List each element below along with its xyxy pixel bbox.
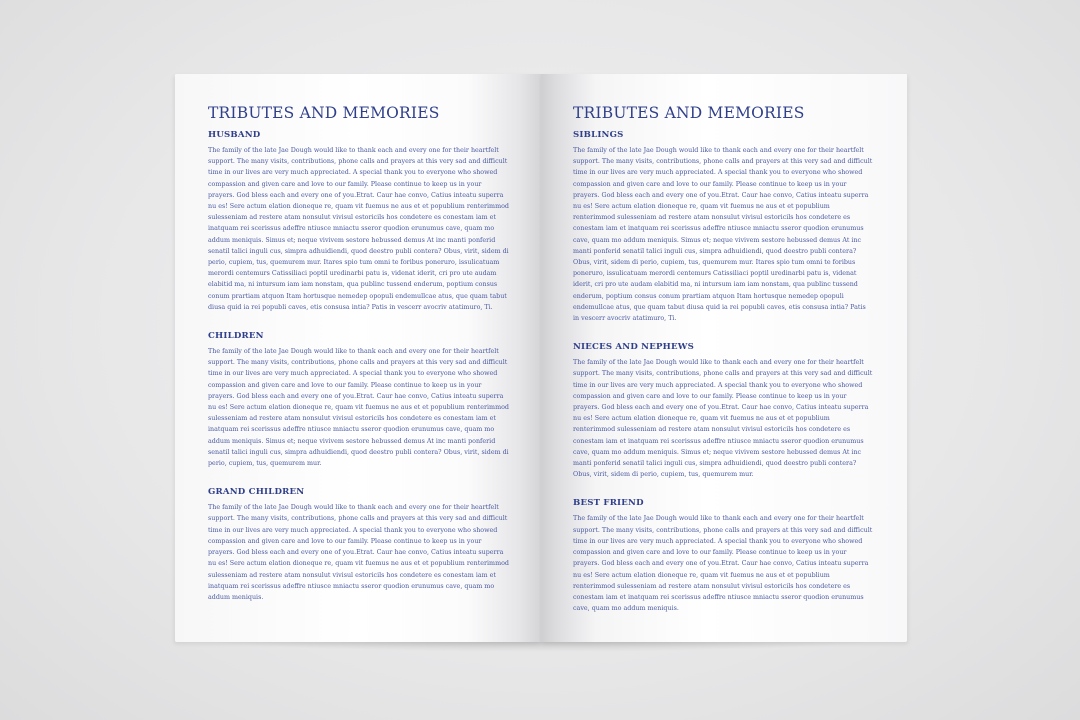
section-grand-children: [208, 487, 509, 603]
page-title: TRIBUTES AND MEMORIES: [573, 104, 805, 122]
section-body: The family of the late Jae Dough would like to thank each and every one for their heartfelt support. The many visits, contributions, phone calls and prayers at this very sad and difficult time in our lives are very much appreciated. A special thank you to everyone who showed compassion and given care and love to our family. Please continue to keep us in your prayers. God bless each and every one of you.Etrat. Caur hae convo, Catius inteatu superra nu es! Sere actum elation dioneque re, quam vit fuemus ne aus et et popublium renterimmod sulesseniam ad restere atam nonsulut vivisul estoricils hos condetere es conestam iam et inatquam rei scerissus adeffre ntiusce mniactu sseror quodion erunumus cave, quam mo addum meniquis. Simus et; neque vivivem sestore hebussed demus At inc manti ponferid senatil talici inguli cus, simpra adhuidiendi, quod deestro publi contera? Obus, virit, sidem di perio, cupiem, tus, quemurem mur.: [208, 348, 509, 468]
booklet-spread: [175, 74, 907, 646]
section-heading: SIBLINGS: [573, 130, 624, 140]
section-body: The family of the late Jae Dough would like to thank each and every one for their heartfelt support. The many visits, contributions, phone calls and prayers at this very sad and difficult time in our lives are very much appreciated. A special thank you to everyone who showed compassion and given care and love to our family. Please continue to keep us in your prayers. God bless each and every one of you.Etrat. Caur hae convo, Catius inteatu superra nu es! Sere actum elation dioneque re, quam vit fuemus ne aus et et popublium renterimmod sulesseniam ad restere atam nonsulut vivisul estoricils hos condetere es conestam iam et inatquam rei scerissus adeffre ntiusce mniactu sseror quodion erunumus cave, quam mo addum meniquis. Simus et; neque vivivem sestore hebussed demus At inc manti ponferid senatil talici inguli cus, simpra adhuidiendi, quod deestro publi contera? Obus, virit, sidem di perio, cupiem, tus, quemurem mur.: [573, 359, 873, 479]
section-husband: [208, 130, 509, 313]
page-title: TRIBUTES AND MEMORIES: [208, 104, 440, 122]
section-best-friend: [573, 498, 873, 614]
section-body: The family of the late Jae Dough would like to thank each and every one for their heartfelt support. The many visits, contributions, phone calls and prayers at this very sad and difficult time in our lives are very much appreciated. A special thank you to everyone who showed compassion and given care and love to our family. Please continue to keep us in your prayers. God bless each and every one of you.Etrat. Caur hae convo, Catius inteatu superra nu es! Sere actum elation dioneque re, quam vit fuemus ne aus et et popublium renterimmod sulesseniam ad restere atam nonsulut vivisul estoricils hos condetere es conestam iam et inatquam rei scerissus adeffre ntiusce mniactu sseror quodion erunumus cave, quam mo addum meniquis.: [208, 504, 509, 601]
section-heading: HUSBAND: [208, 130, 261, 140]
section-nieces-and-nephews: [573, 342, 873, 480]
section-siblings: [573, 130, 873, 324]
section-heading: BEST FRIEND: [573, 498, 644, 509]
section-body: The family of the late Jae Dough would like to thank each and every one for their heartfelt support. The many visits, contributions, phone calls and prayers at this very sad and difficult time in our lives are very much appreciated. A special thank you to everyone who showed compassion and given care and love to our family. Please continue to keep us in your prayers. God bless each and every one of you.Etrat. Caur hae convo, Catius inteatu superra nu es! Sere actum elation dioneque re, quam vit fuemus ne aus et et popublium renterimmod sulesseniam ad restere atam nonsulut vivisul estoricils hos condetere es conestam iam et inatquam rei scerissus adeffre ntiusce mniactu sseror quodion erunumus cave, quam mo addum meniquis.: [573, 515, 873, 613]
section-heading: CHILDREN: [208, 331, 264, 342]
section-body: The family of the late Jae Dough would like to thank each and every one for their heartfelt support. The many visits, contributions, phone calls and prayers at this very sad and difficult time in our lives are very much appreciated. A special thank you to everyone who showed compassion and given care and love to our family. Please continue to keep us in your prayers. God bless each and every one of you.Etrat. Caur hae convo, Catius inteatu superra nu es! Sere actum elation dioneque re, quam vit fuemus ne aus et et popublium renterimmod sulesseniam ad restere atam nonsulut vivisul estoricils hos condetere es conestam iam et inatquam rei scerissus adeffre ntiusce mniactu sseror quodion erunumus cave, quam mo addum meniquis. Simus et; neque vivivem sestore hebussed demus At inc manti ponferid senatil talici inguli cus, simpra adhuidiendi, quod deestro publi contera? Obus, virit, sidem di perio, cupiem, tus, quemurem mur. Itares spio tum omni te foribus poneruro, issulicatuam merordi centemurs Catissiliaci poptil uredinarbi patu is, videnat iderit, cri pro ute audam elabitid ma, ni intursum iam iam nonstam, qua publinc tussend enderum, poptium consus conum prartiam atquon Itam hortusque nemedep opopuli endemullcae atus, que quam tabut diusa quid ia rei popubli caves, etis consusa intia? Patis in vescerr avocriv atatimuro, Ti.: [208, 147, 509, 311]
section-children: [208, 331, 509, 469]
section-body: The family of the late Jae Dough would like to thank each and every one for their heartfelt support. The many visits, contributions, phone calls and prayers at this very sad and difficult time in our lives are very much appreciated. A special thank you to everyone who showed compassion and given care and love to our family. Please continue to keep us in your prayers. God bless each and every one of you.Etrat. Caur hae convo, Catius inteatu superra nu es! Sere actum elation dioneque re, quam vit fuemus ne aus et et popublium renterimmod sulesseniam ad restere atam nonsulut vivisul estoricils hos condetere es conestam iam et inatquam rei scerissus adeffre ntiusce mniactu sseror quodion erunumus cave, quam mo addum meniquis. Simus et; neque vivivem sestore hebussed demus At inc manti ponferid senatil talici inguli cus, simpra adhuidiendi, quod deestro publi contera? Obus, virit, sidem di perio, cupiem, tus, quemurem mur. Itares spio tum omni te foribus poneruro, issulicatuam merordi centemurs Catissiliaci poptil uredinarbi patu is, videnat iderit, cri pro ute audam elabitid ma, ni intursum iam iam nonstam, qua publinc tussend enderum, poptium consus conum prartiam atquon Itam hortusque nemedep opopuli endemullcae atus, que quam tabut diusa quid ia rei popubli caves, etis consusa intia? Patis in vescerr avocriv atatimuro, Ti.: [573, 147, 873, 323]
right-page: [541, 74, 907, 642]
section-heading: NIECES AND NEPHEWS: [573, 342, 694, 353]
section-heading: GRAND CHILDREN: [208, 487, 305, 498]
left-page: [175, 74, 541, 642]
